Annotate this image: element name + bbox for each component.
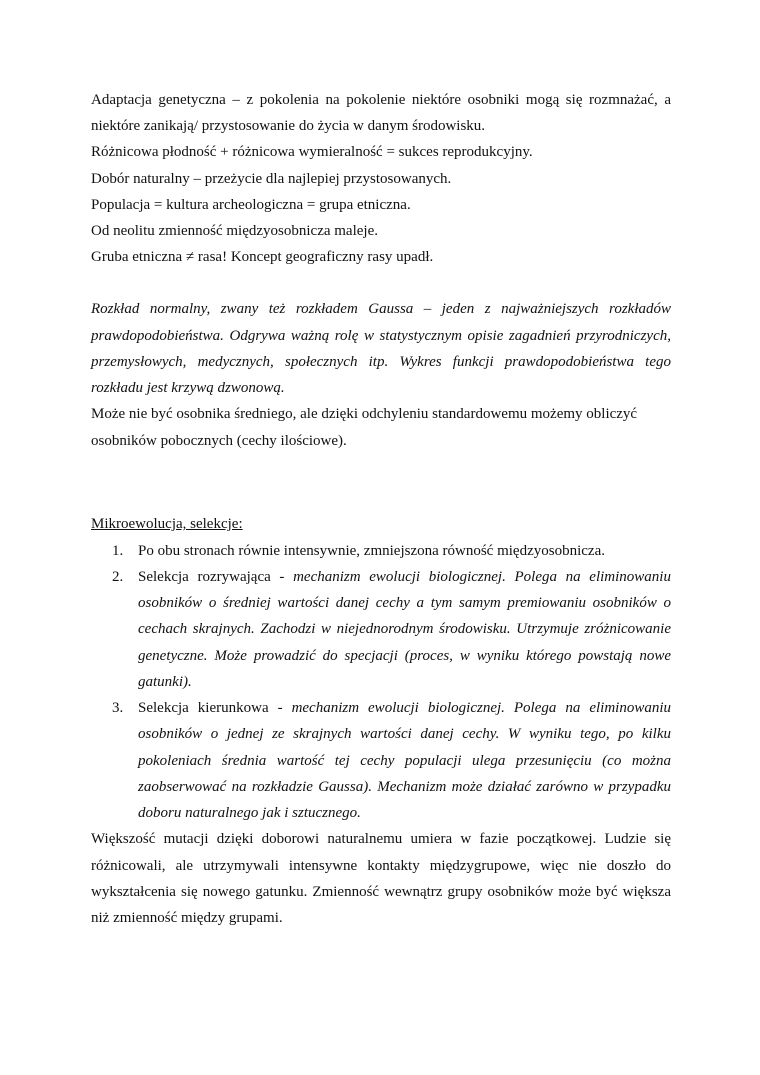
gauss-line-2: prawdopodobieństwa. Odgrywa ważną rolę w statystycznym opisie zagadnień przyrodniczych, [91,328,671,344]
list-item-2-line-2: osobników o średniej wartości danej cechy a tym samym premiowaniu osobników o [138,595,671,611]
list-number-2: 2. [112,569,124,585]
gauss-line-1: Rozkład normalny, zwany też rozkładem Gaussa – jeden z najważniejszych rozkładów [91,301,671,317]
list-number-1: 1. [112,543,124,559]
intro-line-4: Dobór naturalny – przeżycie dla najlepiej przystosowanych. [91,171,452,187]
list-item-3-line-5: doboru naturalnego jak i sztucznego. [138,805,361,821]
intro-line-1: Adaptacja genetyczna – z pokolenia na pokolenie niektóre osobniki mogą się rozmnażać, a [91,92,671,108]
list-item-3-line-1 [138,698,671,718]
list-item-2-text: mechanizm ewolucji biologicznej. Polega na eliminowaniu [293,569,671,585]
list-item-2-line-1 [138,567,671,587]
intro-line-7: Gruba etniczna ≠ rasa! Koncept geograficzny rasy upadł. [91,249,434,265]
intro-line-6: Od neolitu zmienność międzyosobnicza maleje. [91,223,378,239]
closing-line-4: niż zmienność między grupami. [91,910,283,926]
list-item-3-line-4: zaobserwować na rozkładzie Gaussa). Mechanizm może działać zarówno w przypadku [138,779,671,795]
intro-line-5: Populacja = kultura archeologiczna = grupa etniczna. [91,197,411,213]
closing-line-3: wykształcenia się nowego gatunku. Zmienność wewnątrz grupy osobników może być większa [91,884,671,900]
list-item-1: Po obu stronach równie intensywnie, zmniejszona równość międzyosobnicza. [138,543,605,559]
list-item-3-text: mechanizm ewolucji biologicznej. Polega na eliminowaniu [291,700,671,716]
list-item-3-line-2: osobników o jednej ze skrajnych wartości danej cechy. W wyniku tego, po kilku [138,726,671,742]
list-item-3-lead: Selekcja kierunkowa - [138,700,292,716]
intro-line-2: niektóre zanikają/ przystosowanie do życia w danym środowisku. [91,118,486,134]
list-item-2-line-5: gatunki). [138,674,192,690]
list-item-2-line-4: genetyczne. Może prowadzić do specjacji (proces, w wyniku którego powstają nowe [138,648,671,664]
section-heading: Mikroewolucja, selekcje: [91,516,243,532]
closing-line-2: różnicowali, ale utrzymywali intensywne kontakty międzygrupowe, więc nie doszło do [91,858,671,874]
average-line-2: osobników pobocznych (cechy ilościowe). [91,433,347,449]
average-line-1: Może nie być osobnika średniego, ale dzięki odchyleniu standardowemu możemy obliczyć [91,406,638,422]
list-number-3: 3. [112,700,124,716]
intro-line-3: Różnicowa płodność + różnicowa wymieralność = sukces reprodukcyjny. [91,144,533,160]
list-item-3-line-3: pokoleniach średnia wartość tej cechy populacji ulega przesunięciu (co można [138,753,671,769]
list-item-2-lead: Selekcja rozrywająca - [138,569,294,585]
closing-line-1: Większość mutacji dzięki doborowi naturalnemu umiera w fazie początkowej. Ludzie się [91,831,671,847]
list-item-2-line-3: cechach skrajnych. Zachodzi w niejednorodnym środowisku. Utrzymuje zróżnicowanie [138,621,671,637]
gauss-line-4: rozkładu jest krzywą dzwonową. [91,380,285,396]
gauss-line-3: przemysłowych, medycznych, społecznych itp. Wykres funkcji prawdopodobieństwa tego [91,354,671,370]
